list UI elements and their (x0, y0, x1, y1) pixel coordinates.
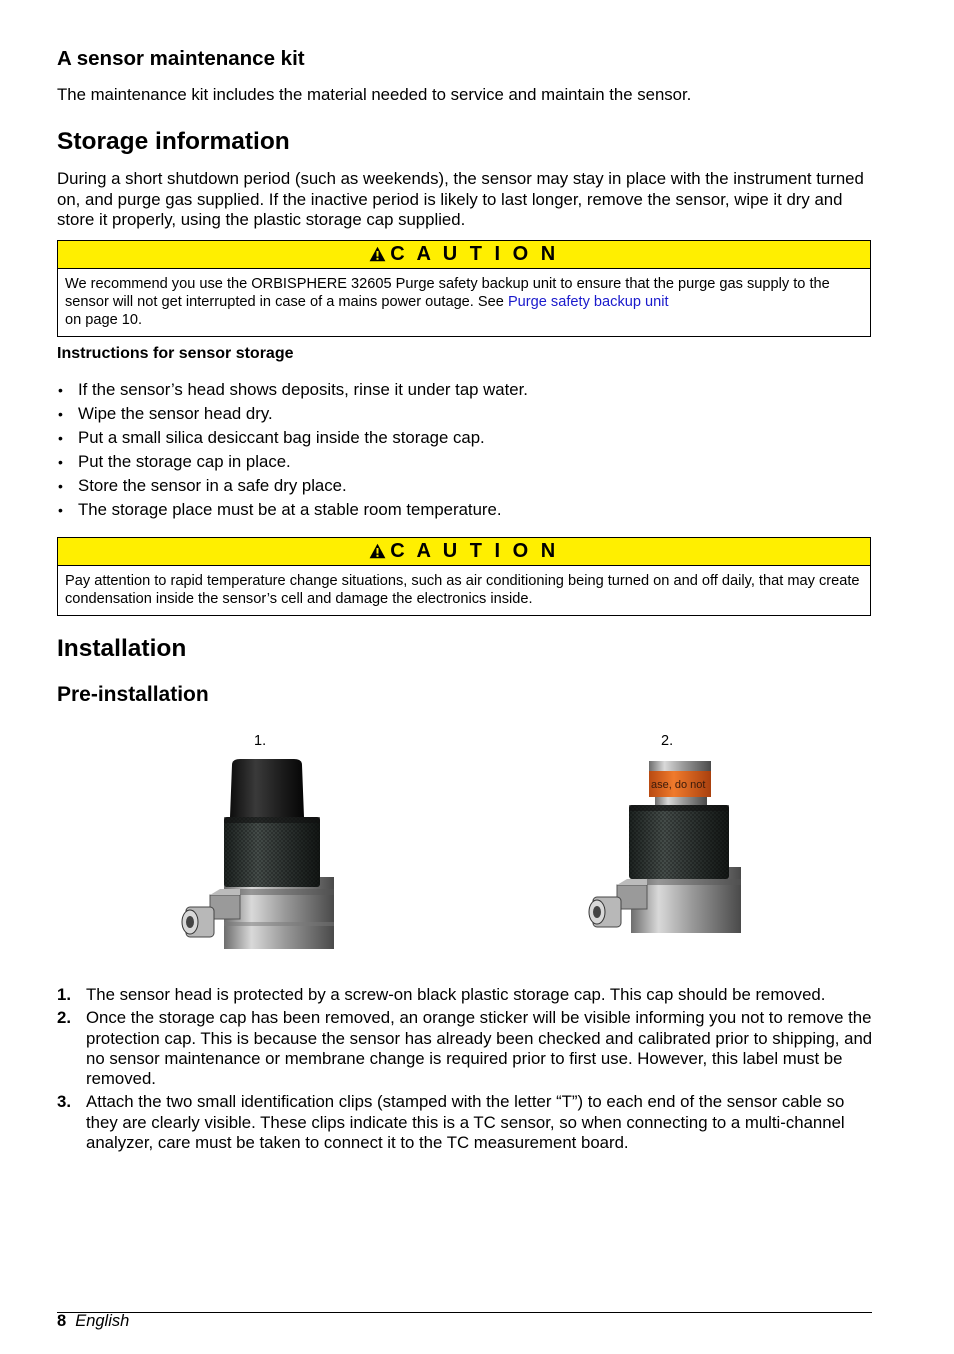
list-item: • Wipe the sensor head dry. (57, 402, 857, 426)
step-text: Attach the two small identification clips (stamped with the letter “T”) to each end of the sensor cable so they are clearly visible. These clips indicate this is a TC sensor, so when connecting to a multi-channel analyzer, care must be taken to connect it to the TC measurement board. (86, 1092, 845, 1153)
maintenance-kit-text: The maintenance kit includes the material needed to service and maintain the sensor. (57, 85, 692, 104)
footer-divider (57, 1312, 872, 1313)
storage-text: During a short shutdown period (such as weekends), the sensor may stay in place with the instrument turned on, and purge gas supplied. If the inactive period is likely to last longer, remove the sensor, wipe it dry and store it properly, using the plastic storage cap supplied. (57, 169, 864, 229)
caution-text: We recommend you use the ORBISPHERE 32605 Purge safety backup unit to ensure that the purge gas supply to the sensor will not get interrupted in case of a mains power outage. See (65, 276, 830, 310)
figure-label-2: 2. (661, 733, 674, 749)
caution-header (58, 241, 870, 269)
storage-instructions-list (57, 378, 857, 522)
warning-triangle-icon (369, 543, 386, 559)
caution-box-purge (57, 240, 871, 337)
section-title-storage: Storage information (57, 128, 290, 155)
caution-page-ref: on page 10. (65, 312, 143, 328)
step-number: 2. (57, 1008, 71, 1028)
sensor-with-storage-cap-image (176, 757, 336, 949)
page-number: 8 (57, 1312, 67, 1330)
warning-triangle-icon (369, 246, 386, 262)
list-item: • If the sensor’s head shows deposits, rinse it under tap water. (57, 378, 857, 402)
list-item: • Store the sensor in a safe dry place. (57, 474, 857, 498)
preinstallation-steps (57, 985, 875, 1156)
section-title-maintenance-kit: A sensor maintenance kit (57, 47, 305, 70)
storage-instructions-heading: Instructions for sensor storage (57, 345, 294, 362)
step-text: Once the storage cap has been removed, an orange sticker will be visible informing you not to remove the protection cap. This is because the sensor has already been checked and calibrated prior to shipping, and no sensor maintenance or membrane change is required prior to first use. However, this label must be removed. (86, 1008, 873, 1089)
step-item (57, 1008, 875, 1089)
section-title-preinstallation: Pre-installation (57, 683, 209, 706)
caution-box-temperature (57, 537, 871, 616)
list-item: • Put a small silica desiccant bag inside the storage cap. (57, 426, 857, 450)
sticker-text: ase, do not (651, 779, 706, 791)
step-text: The sensor head is protected by a screw-on black plastic storage cap. This cap should be removed. (86, 985, 826, 1004)
caution-header (58, 538, 870, 566)
list-item: • The storage place must be at a stable room temperature. (57, 498, 857, 522)
footer-language: English (75, 1312, 130, 1330)
step-number: 1. (57, 985, 71, 1004)
step-item (57, 985, 875, 1005)
caution-heading-text: C A U T I O N (390, 243, 559, 265)
page-footer (57, 1312, 129, 1331)
section-title-installation: Installation (57, 635, 187, 662)
purge-safety-link[interactable]: Purge safety backup unit (507, 294, 669, 310)
step-item (57, 1092, 875, 1153)
caution-body (58, 566, 870, 615)
sensor-with-orange-sticker-image (583, 757, 743, 933)
caution-text: Pay attention to rapid temperature change situations, such as air conditioning being turned on and off daily, that may create condensation inside the sensor’s cell and damage the electronics inside. (65, 573, 860, 607)
caution-heading-text: C A U T I O N (390, 540, 559, 562)
figure-label-1: 1. (254, 733, 267, 749)
step-number: 3. (57, 1092, 71, 1112)
list-item: • Put the storage cap in place. (57, 450, 857, 474)
caution-body (58, 269, 870, 336)
